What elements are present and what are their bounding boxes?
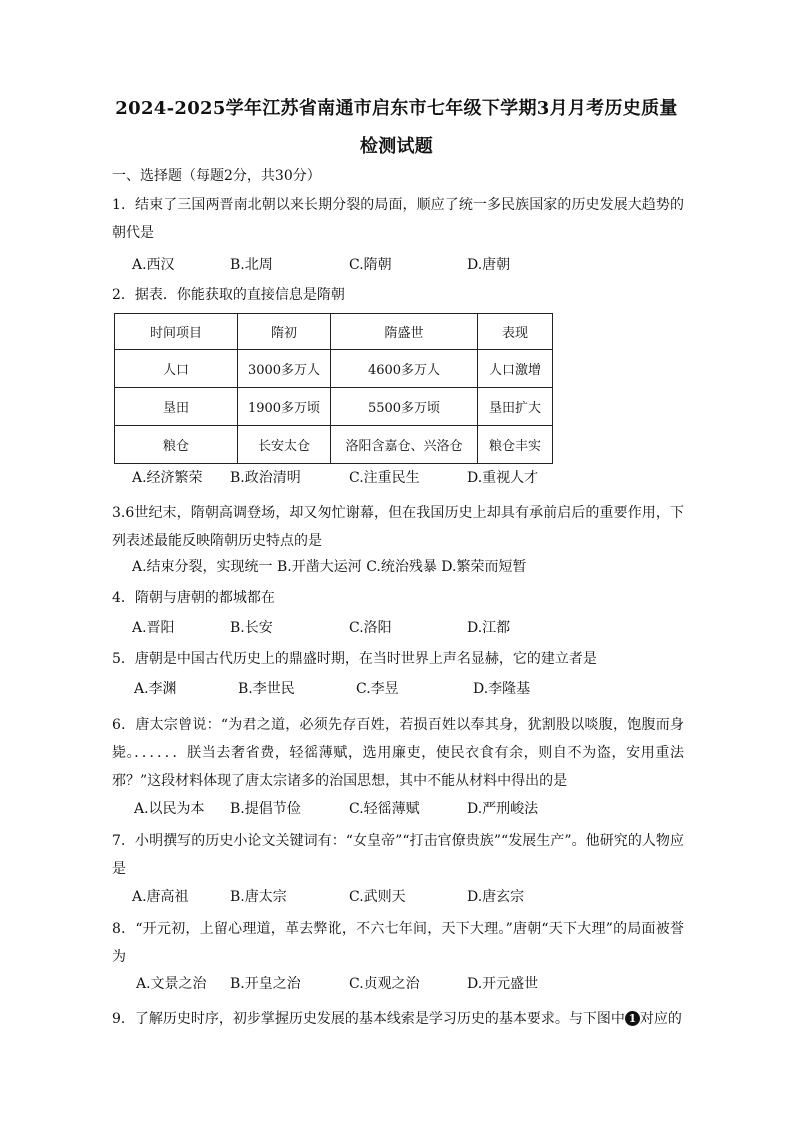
table-header-cell: 隋初 — [238, 314, 331, 350]
question-3-options-line: A.结束分裂，实现统一 B.开凿大运河 C.统治残暴 D.繁荣而短暂 — [132, 559, 527, 575]
question-4-option-d: D.江都 — [467, 620, 511, 636]
question-8-option-b: B.开皇之治 — [230, 976, 301, 992]
table-cell: 5500多万顷 — [331, 388, 478, 426]
question-4-option-b: B.长安 — [230, 620, 273, 636]
question-5-stem: 5．唐朝是中国古代历史上的鼎盛时期，在当时世界上声名显赫，它的建立者是 — [112, 651, 597, 667]
question-7-option-a: A.唐高祖 — [132, 889, 189, 905]
document-title-line-2: 检测试题 — [359, 136, 434, 157]
question-3-stem: 3.6世纪末，隋朝高调登场，却又匆忙谢幕，但在我国历史上却具有承前启后的重要作用，下列表述最能反映隋朝历史特点的是 — [112, 505, 684, 549]
question-6-option-a: A.以民为本 — [134, 801, 205, 817]
table-header-row — [115, 314, 553, 350]
question-5-option-d: D.李隆基 — [473, 681, 531, 697]
table-cell: 长安太仓 — [238, 426, 331, 464]
table-row — [115, 388, 553, 426]
circled-number-marker: 1 — [625, 1011, 640, 1026]
question-9-stem — [112, 1009, 682, 1029]
question-9-stem-after: 对应的 — [639, 1011, 682, 1027]
table-cell: 粮仓丰实 — [478, 426, 553, 464]
question-6-stem: 6．唐太宗曾说：“为君之道，必须先存百姓，若损百姓以奉其身，犹割股以啖腹，饱腹而身毙。．．．．．．朕当去奢省费，轻徭薄赋，选用廉吏，使民衣食有余，则自不为盗，安用重法邪？”这段材料体现了唐太宗诸多的治国思想，其中不能从材料中得出的是 — [112, 717, 684, 789]
question-8-option-d: D.开元盛世 — [467, 976, 539, 992]
question-7-option-b: B.唐太宗 — [230, 889, 287, 905]
question-1-option-d: D.唐朝 — [467, 257, 511, 273]
question-8-option-a: A.文景之治 — [136, 976, 207, 992]
question-2-option-c: C.注重民生 — [349, 470, 420, 486]
table-cell: 洛阳含嘉仓、兴洛仓 — [331, 426, 478, 464]
table-header-cell: 时间项目 — [115, 314, 238, 350]
table-row — [115, 426, 553, 464]
question-1-option-c: C.隋朝 — [349, 257, 392, 273]
question-6-option-c: C.轻徭薄赋 — [349, 801, 420, 817]
question-1-option-b: B.北周 — [230, 257, 273, 273]
table-cell: 1900多万顷 — [238, 388, 331, 426]
table-cell: 人口 — [115, 350, 238, 388]
table-row — [115, 350, 553, 388]
question-2-option-b: B.政治清明 — [230, 470, 301, 486]
question-5-option-c: C.李昱 — [356, 681, 399, 697]
question-2-stem: 2．据表．你能获取的直接信息是隋朝 — [112, 287, 345, 303]
question-7-option-d: D.唐玄宗 — [467, 889, 525, 905]
question-1-stem: 1．结束了三国两晋南北朝以来长期分裂的局面，顺应了统一多民族国家的历史发展大趋势的朝代是 — [112, 197, 684, 241]
table-cell: 人口激增 — [478, 350, 553, 388]
table-cell: 粮仓 — [115, 426, 238, 464]
table-cell: 4600多万人 — [331, 350, 478, 388]
table-cell: 3000多万人 — [238, 350, 331, 388]
question-4-option-a: A.晋阳 — [132, 620, 175, 636]
question-5-option-a: A.李渊 — [134, 681, 177, 697]
question-4-option-c: C.洛阳 — [349, 620, 392, 636]
question-5-option-b: B.李世民 — [238, 681, 295, 697]
question-4-stem: 4．隋朝与唐朝的都城都在 — [112, 590, 275, 606]
question-9-stem-before: 9．了解历史时序，初步掌握历史发展的基本线索是学习历史的基本要求。与下图中 — [112, 1011, 625, 1027]
question-8-stem: 8．“开元初，上留心理道，革去弊讹，不六七年间，天下大理。”唐朝“天下大理”的局面被誉为 — [112, 921, 684, 965]
question-7-stem: 7．小明撰写的历史小论文关键词有：“女皇帝”“打击官僚贵族”“发展生产”。他研究的人物应是 — [112, 833, 684, 877]
question-2-option-d: D.重视人才 — [467, 470, 539, 486]
question-7-option-c: C.武则天 — [349, 889, 406, 905]
question-1-option-a: A.西汉 — [132, 257, 175, 273]
question-8-option-c: C.贞观之治 — [349, 976, 420, 992]
question-2-table — [114, 313, 553, 464]
document-title-line-1: 2024-2025学年江苏省南通市启东市七年级下学期3月月考历史质量 — [115, 98, 678, 119]
question-6-option-d: D.严刑峻法 — [467, 801, 539, 817]
section-heading: 一、选择题（每题2分，共30分） — [112, 168, 321, 184]
question-6-option-b: B.提倡节俭 — [230, 801, 301, 817]
question-2-option-a: A.经济繁荣 — [132, 470, 203, 486]
table-cell: 垦田 — [115, 388, 238, 426]
table-cell: 垦田扩大 — [478, 388, 553, 426]
table-header-cell: 隋盛世 — [331, 314, 478, 350]
table-header-cell: 表现 — [478, 314, 553, 350]
